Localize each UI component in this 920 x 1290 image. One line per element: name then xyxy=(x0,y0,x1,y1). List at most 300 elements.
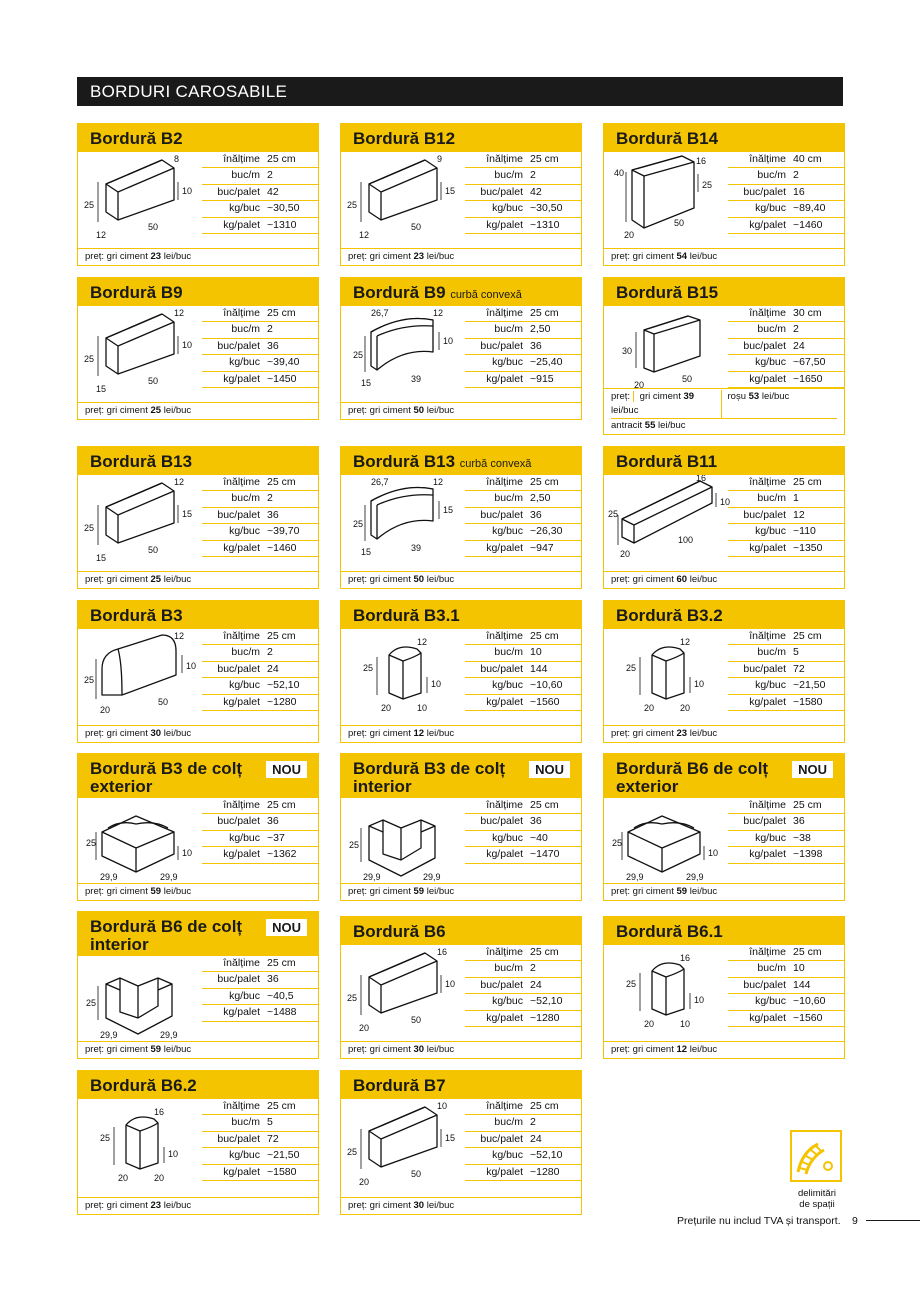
card-body xyxy=(341,629,581,726)
svg-text:50: 50 xyxy=(682,374,693,384)
price-label: preț: xyxy=(348,1200,368,1211)
spec-row xyxy=(465,1132,581,1148)
price-line xyxy=(78,571,318,588)
card-header xyxy=(341,124,581,152)
spec-value: 2 xyxy=(530,1116,536,1129)
spec-value: ~947 xyxy=(530,541,554,554)
spec-row xyxy=(728,541,844,557)
spec-row xyxy=(465,1115,581,1131)
svg-text:50: 50 xyxy=(411,222,422,232)
spec-value: 36 xyxy=(267,815,279,828)
icon-caption-line-2: de spații xyxy=(799,1199,835,1210)
price-color: gri ciment xyxy=(369,574,414,585)
spec-label: înălțime xyxy=(749,799,786,811)
spec-table xyxy=(202,1099,318,1181)
svg-text:29,9: 29,9 xyxy=(363,872,381,882)
spec-label: kg/buc xyxy=(229,831,260,844)
spec-value: ~1280 xyxy=(530,1011,560,1024)
price-unit: lei/buc xyxy=(687,251,718,262)
svg-text:15: 15 xyxy=(443,505,454,515)
product-drawing xyxy=(341,798,467,890)
price-label: preț: xyxy=(85,728,105,739)
svg-text:10: 10 xyxy=(182,848,193,858)
spec-row xyxy=(465,152,581,168)
price-color: gri ciment xyxy=(369,886,414,897)
price-value: 55 xyxy=(644,420,656,431)
product-drawing xyxy=(341,629,467,721)
svg-text:12: 12 xyxy=(174,631,185,641)
price-unit: lei/buc xyxy=(687,1044,718,1055)
price-line xyxy=(78,1197,318,1214)
spec-label: înălțime xyxy=(223,153,260,165)
spec-label: kg/buc xyxy=(755,356,786,369)
svg-text:9: 9 xyxy=(437,154,443,164)
section-banner: BORDURI CAROSABILE xyxy=(77,77,843,106)
price-line xyxy=(78,1041,318,1058)
spec-table xyxy=(465,629,581,711)
spec-label: kg/palet xyxy=(223,1165,260,1178)
price-value: 23 xyxy=(150,251,162,262)
spec-label: kg/palet xyxy=(749,695,786,708)
price-color: gri ciment xyxy=(106,1200,151,1211)
card-title xyxy=(341,601,581,625)
card-title xyxy=(604,124,844,148)
card-header xyxy=(78,447,318,475)
page-number: 9 xyxy=(852,1215,858,1227)
svg-text:10: 10 xyxy=(708,848,719,858)
spec-value: 12 xyxy=(793,508,805,521)
spec-label: buc/palet xyxy=(743,508,786,521)
spec-label: buc/m xyxy=(494,1116,523,1129)
spec-value: ~1350 xyxy=(793,541,823,554)
price-value: 30 xyxy=(413,1044,425,1055)
icon-caption xyxy=(775,1188,859,1210)
price-label: preț: xyxy=(85,1200,105,1211)
product-card xyxy=(77,600,319,743)
svg-text:10: 10 xyxy=(431,679,442,689)
spec-row xyxy=(202,1005,318,1021)
spec-label: buc/palet xyxy=(217,185,260,198)
spec-table xyxy=(728,152,844,234)
svg-text:10: 10 xyxy=(680,1019,691,1029)
spec-label: înălțime xyxy=(749,476,786,488)
price-label: preț: xyxy=(611,391,631,402)
svg-text:20: 20 xyxy=(644,703,655,713)
card-title xyxy=(341,1071,581,1095)
spec-row xyxy=(465,491,581,507)
spec-value: ~52,10 xyxy=(530,1149,563,1162)
price-color: gri ciment xyxy=(633,391,684,402)
spec-label: kg/buc xyxy=(492,995,523,1008)
spec-row xyxy=(202,218,318,234)
price-label: preț: xyxy=(85,886,105,897)
price-label: preț: xyxy=(348,1044,368,1055)
spec-row xyxy=(202,372,318,388)
card-header xyxy=(604,278,844,306)
spec-row xyxy=(202,508,318,524)
svg-text:26,7: 26,7 xyxy=(371,477,389,487)
spec-value: 2 xyxy=(530,962,536,975)
svg-text:20: 20 xyxy=(624,230,635,240)
price-color: gri ciment xyxy=(106,1044,151,1055)
spec-value: 144 xyxy=(793,978,811,991)
spec-label: înălțime xyxy=(486,799,523,811)
spec-label: înălțime xyxy=(223,1100,260,1112)
price-color: gri ciment xyxy=(106,251,151,262)
card-title-text: Bordură B14 xyxy=(616,129,719,148)
spec-value: 2 xyxy=(267,169,273,182)
svg-text:50: 50 xyxy=(148,376,159,386)
card-title-text: Bordură B3 xyxy=(90,606,183,625)
svg-text:39: 39 xyxy=(411,543,422,553)
spec-value: 36 xyxy=(267,973,279,986)
svg-text:29,9: 29,9 xyxy=(160,1030,178,1040)
spec-value: 36 xyxy=(793,815,805,828)
spec-value: ~1580 xyxy=(793,695,823,708)
svg-text:12: 12 xyxy=(417,637,428,647)
spec-table xyxy=(465,152,581,234)
price-unit: lei/buc xyxy=(424,728,455,739)
card-title-text: Bordură B11 xyxy=(616,452,718,471)
price-label: preț: xyxy=(85,251,105,262)
price-line xyxy=(341,1041,581,1058)
card-title xyxy=(341,447,581,473)
card-title-text: Bordură B9 xyxy=(353,283,446,302)
spec-value: 2 xyxy=(267,646,273,659)
svg-text:10: 10 xyxy=(720,497,730,507)
price-line xyxy=(78,883,318,900)
svg-text:20: 20 xyxy=(620,549,631,559)
product-drawing xyxy=(604,798,730,890)
product-card xyxy=(603,123,845,266)
spec-row xyxy=(202,1115,318,1131)
price-unit: lei/buc xyxy=(161,728,192,739)
price-value: 25 xyxy=(150,574,162,585)
price-line xyxy=(341,248,581,265)
product-drawing xyxy=(78,306,204,398)
svg-text:50: 50 xyxy=(158,697,169,707)
svg-text:29,9: 29,9 xyxy=(160,872,178,882)
spec-row xyxy=(728,831,844,847)
price-value: 12 xyxy=(413,728,425,739)
svg-text:15: 15 xyxy=(182,509,193,519)
price-unit: lei/buc xyxy=(161,574,192,585)
product-drawing xyxy=(341,475,467,567)
spec-value: ~40,5 xyxy=(267,989,294,1002)
spec-row xyxy=(728,994,844,1010)
svg-text:29,9: 29,9 xyxy=(100,1030,118,1040)
spec-label: kg/buc xyxy=(492,356,523,369)
card-title-text: Bordură B13 xyxy=(90,452,193,471)
product-card xyxy=(77,1070,319,1215)
svg-text:25: 25 xyxy=(347,1147,358,1157)
spec-row xyxy=(465,798,581,814)
card-header xyxy=(78,1071,318,1099)
spec-table xyxy=(465,798,581,864)
spec-label: buc/m xyxy=(494,646,523,659)
spec-row xyxy=(202,831,318,847)
card-title xyxy=(604,917,844,941)
card-title-text: Bordură B6.1 xyxy=(616,922,723,941)
spec-label: kg/palet xyxy=(223,1006,260,1019)
product-card xyxy=(340,600,582,743)
spec-value: 40 cm xyxy=(793,153,822,165)
spec-label: kg/palet xyxy=(749,218,786,231)
svg-text:15: 15 xyxy=(96,384,107,394)
spec-value: 25 cm xyxy=(267,630,296,642)
spec-label: înălțime xyxy=(749,153,786,165)
spec-row xyxy=(728,662,844,678)
price-color: antracit xyxy=(611,420,645,431)
card-title-text: Bordură B3 de colț interior xyxy=(353,759,506,796)
spec-label: buc/m xyxy=(757,169,786,182)
price-unit: lei/buc xyxy=(655,420,686,431)
card-header xyxy=(341,601,581,629)
card-title xyxy=(604,447,844,471)
price-label: preț: xyxy=(348,251,368,262)
svg-text:50: 50 xyxy=(674,218,685,228)
card-body xyxy=(341,798,581,884)
spec-label: kg/buc xyxy=(229,525,260,538)
price-value: 59 xyxy=(413,886,425,897)
spec-row xyxy=(202,201,318,217)
price-unit: lei/buc xyxy=(161,251,192,262)
price-line xyxy=(604,388,844,434)
spec-label: buc/palet xyxy=(743,978,786,991)
spec-value: 2 xyxy=(793,169,799,182)
price-line xyxy=(341,402,581,419)
card-header xyxy=(604,447,844,475)
spec-label: buc/palet xyxy=(480,815,523,828)
price-value: 50 xyxy=(413,574,425,585)
price-line xyxy=(604,725,844,742)
svg-text:12: 12 xyxy=(96,230,107,240)
card-body xyxy=(78,956,318,1042)
product-drawing xyxy=(78,798,204,890)
spec-row xyxy=(465,185,581,201)
spec-value: ~38 xyxy=(793,831,811,844)
spec-row xyxy=(202,355,318,371)
spec-value: 24 xyxy=(530,1132,542,1145)
spec-row xyxy=(202,475,318,491)
price-value: 23 xyxy=(150,1200,162,1211)
card-header xyxy=(341,917,581,945)
spec-value: ~1310 xyxy=(267,218,297,231)
spec-value: ~21,50 xyxy=(267,1149,300,1162)
spec-value: ~30,50 xyxy=(267,202,300,215)
spec-label: buc/palet xyxy=(217,1132,260,1145)
spec-value: 25 cm xyxy=(267,476,296,488)
card-subtitle: curbă convexă xyxy=(459,458,532,470)
price-value: 30 xyxy=(150,728,162,739)
spec-row xyxy=(465,961,581,977)
spec-row xyxy=(465,1148,581,1164)
price-unit: lei/buc xyxy=(424,405,455,416)
spec-label: kg/palet xyxy=(223,372,260,385)
price-unit: lei/buc xyxy=(161,886,192,897)
spec-row xyxy=(202,972,318,988)
spec-value: ~10,60 xyxy=(793,995,826,1008)
spec-value: ~1460 xyxy=(267,541,297,554)
spec-value: ~21,50 xyxy=(793,679,826,692)
card-header xyxy=(604,917,844,945)
svg-text:20: 20 xyxy=(359,1023,370,1033)
card-header xyxy=(78,124,318,152)
spec-label: buc/m xyxy=(757,323,786,336)
spec-value: 25 cm xyxy=(793,799,822,811)
card-header xyxy=(604,754,844,798)
svg-text:10: 10 xyxy=(417,703,428,713)
spec-label: kg/buc xyxy=(229,1149,260,1162)
card-title-text: Bordură B13 xyxy=(353,452,456,471)
svg-text:15: 15 xyxy=(361,378,372,388)
price-unit: lei/buc xyxy=(687,574,718,585)
spec-value: ~1280 xyxy=(530,1165,560,1178)
spec-value: 2,50 xyxy=(530,323,551,336)
spec-row xyxy=(465,847,581,863)
svg-text:10: 10 xyxy=(182,186,193,196)
spec-table xyxy=(465,475,581,557)
spec-row xyxy=(728,168,844,184)
price-color: gri ciment xyxy=(369,728,414,739)
svg-text:16: 16 xyxy=(696,156,707,166)
spec-label: buc/palet xyxy=(743,185,786,198)
price-value: 23 xyxy=(676,728,688,739)
spec-label: buc/palet xyxy=(217,662,260,675)
price-color: gri ciment xyxy=(369,1200,414,1211)
spec-row xyxy=(465,1011,581,1027)
price-line xyxy=(78,248,318,265)
price-value: 59 xyxy=(150,886,162,897)
spec-row xyxy=(202,695,318,711)
spec-row xyxy=(465,168,581,184)
product-card xyxy=(603,916,845,1059)
spec-row xyxy=(202,168,318,184)
price-unit: lei/buc xyxy=(687,886,718,897)
spec-row xyxy=(465,994,581,1010)
spec-row xyxy=(202,524,318,540)
price-unit: lei/buc xyxy=(424,1200,455,1211)
svg-text:12: 12 xyxy=(680,637,691,647)
svg-text:25: 25 xyxy=(353,519,364,529)
spec-label: înălțime xyxy=(223,307,260,319)
spec-row xyxy=(728,508,844,524)
spec-row xyxy=(728,322,844,338)
svg-text:30: 30 xyxy=(622,346,633,356)
spec-row xyxy=(202,491,318,507)
product-drawing xyxy=(341,945,467,1037)
spec-value: 2 xyxy=(267,323,273,336)
spec-label: kg/palet xyxy=(749,1011,786,1024)
spec-label: înălțime xyxy=(223,630,260,642)
spec-label: kg/buc xyxy=(755,525,786,538)
spec-table xyxy=(202,475,318,557)
spec-row xyxy=(465,322,581,338)
svg-text:50: 50 xyxy=(411,1015,422,1025)
card-title xyxy=(78,1071,318,1095)
spec-label: kg/buc xyxy=(755,679,786,692)
spec-row xyxy=(465,372,581,388)
spec-value: 36 xyxy=(530,339,542,352)
spec-label: kg/palet xyxy=(223,541,260,554)
spec-row xyxy=(202,1165,318,1181)
spec-value: 10 xyxy=(530,646,542,659)
spec-value: 72 xyxy=(793,662,805,675)
spec-label: kg/buc xyxy=(492,525,523,538)
card-body xyxy=(78,475,318,572)
spec-row xyxy=(728,355,844,371)
svg-text:29,9: 29,9 xyxy=(626,872,644,882)
spec-row xyxy=(728,798,844,814)
svg-text:25: 25 xyxy=(84,523,95,533)
spec-row xyxy=(728,372,844,388)
spec-row xyxy=(465,695,581,711)
spec-value: ~40 xyxy=(530,831,548,844)
svg-text:20: 20 xyxy=(381,703,392,713)
spec-label: kg/buc xyxy=(229,989,260,1002)
svg-text:10: 10 xyxy=(694,995,705,1005)
spec-value: ~1450 xyxy=(267,372,297,385)
spec-row xyxy=(728,645,844,661)
spec-label: înălțime xyxy=(486,1100,523,1112)
spec-label: înălțime xyxy=(223,957,260,969)
spec-row xyxy=(202,1148,318,1164)
card-header xyxy=(604,124,844,152)
product-drawing xyxy=(78,956,204,1048)
spec-value: ~1470 xyxy=(530,848,560,861)
price-color: gri ciment xyxy=(106,574,151,585)
price-unit: lei/buc xyxy=(161,1044,192,1055)
spec-row xyxy=(202,989,318,1005)
price-color: gri ciment xyxy=(632,886,677,897)
spec-value: ~915 xyxy=(530,372,554,385)
product-drawing xyxy=(341,306,467,398)
price-line xyxy=(341,1197,581,1214)
spec-label: buc/m xyxy=(757,962,786,975)
spec-row xyxy=(465,814,581,830)
spec-label: kg/buc xyxy=(229,202,260,215)
price-label: preț: xyxy=(85,1044,105,1055)
card-header xyxy=(78,601,318,629)
card-body xyxy=(604,629,844,726)
spec-label: kg/palet xyxy=(223,695,260,708)
spec-label: înălțime xyxy=(486,630,523,642)
spec-label: buc/palet xyxy=(217,973,260,986)
svg-text:10: 10 xyxy=(186,661,197,671)
price-line xyxy=(604,883,844,900)
spec-value: 25 cm xyxy=(530,799,559,811)
spec-row xyxy=(728,306,844,322)
card-body xyxy=(604,152,844,249)
price-unit: lei/buc xyxy=(424,886,455,897)
product-card xyxy=(340,123,582,266)
price-color: gri ciment xyxy=(632,251,677,262)
product-card xyxy=(77,446,319,589)
spec-value: 36 xyxy=(267,508,279,521)
spec-label: buc/m xyxy=(757,646,786,659)
svg-text:39: 39 xyxy=(411,374,422,384)
spec-label: buc/palet xyxy=(480,1132,523,1145)
spec-row xyxy=(465,662,581,678)
card-header xyxy=(341,447,581,475)
card-body xyxy=(341,945,581,1042)
spec-row xyxy=(728,185,844,201)
delimitari-icon xyxy=(790,1130,842,1182)
spec-label: kg/buc xyxy=(492,679,523,692)
svg-text:29,9: 29,9 xyxy=(423,872,441,882)
svg-text:25: 25 xyxy=(612,838,623,848)
spec-label: buc/m xyxy=(231,169,260,182)
